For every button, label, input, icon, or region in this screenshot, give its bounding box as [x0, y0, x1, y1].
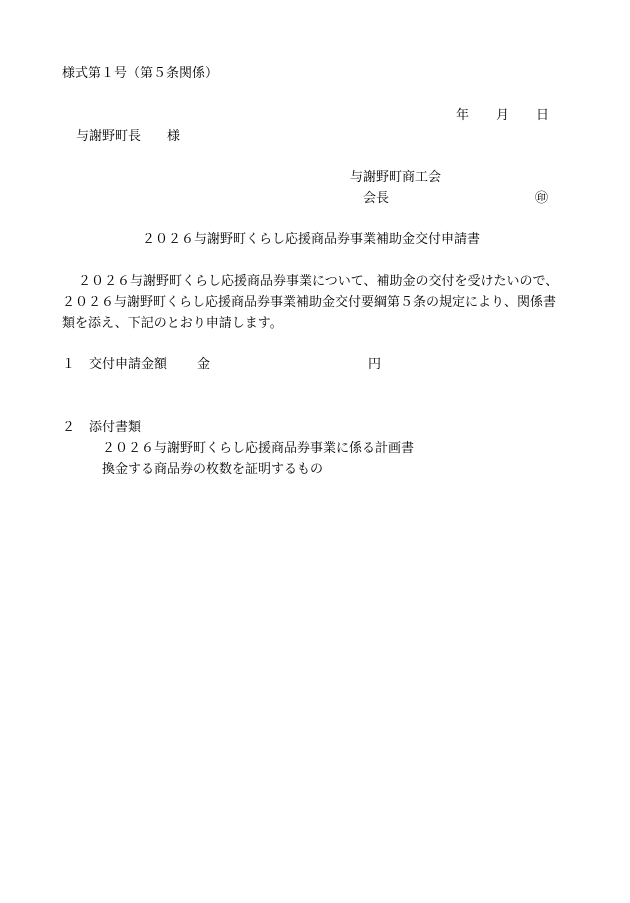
date-day: 日 — [536, 108, 550, 123]
attachment-item: 換金する商品券の枚数を証明するもの — [102, 462, 324, 477]
applicant-organization: 与謝野町商工会 — [350, 170, 442, 185]
body-line-2: ２０２６与謝野町くらし応援商品券事業補助金交付要綱第５条の規定により、関係書 — [62, 295, 557, 310]
document-title: ２０２６与謝野町くらし応援商品券事業補助金交付申請書 — [142, 232, 481, 247]
item-1-unit: 円 — [368, 357, 382, 372]
item-1-number: １ — [62, 357, 76, 372]
date-year: 年 — [456, 108, 470, 123]
item-1-prefix: 金 — [197, 357, 211, 372]
item-2-number: ２ — [62, 420, 76, 435]
seal-mark: ㊞ — [535, 191, 549, 206]
item-1-label: 交付申請金額 — [89, 357, 168, 372]
addressee-honorific: 様 — [167, 129, 181, 144]
applicant-title: 会長 — [363, 191, 390, 206]
addressee-name: 与謝野町長 — [76, 129, 142, 144]
body-line-3: 類を添え、下記のとおり申請します。 — [62, 316, 283, 331]
item-2-label: 添付書類 — [89, 420, 142, 435]
attachment-item: ２０２６与謝野町くらし応援商品券事業に係る計画書 — [102, 441, 415, 456]
form-number: 様式第１号（第５条関係） — [62, 66, 219, 81]
date-month: 月 — [496, 108, 510, 123]
body-line-1: ２０２６与謝野町くらし応援商品券事業について、補助金の交付を受けたいので、 — [78, 274, 559, 289]
